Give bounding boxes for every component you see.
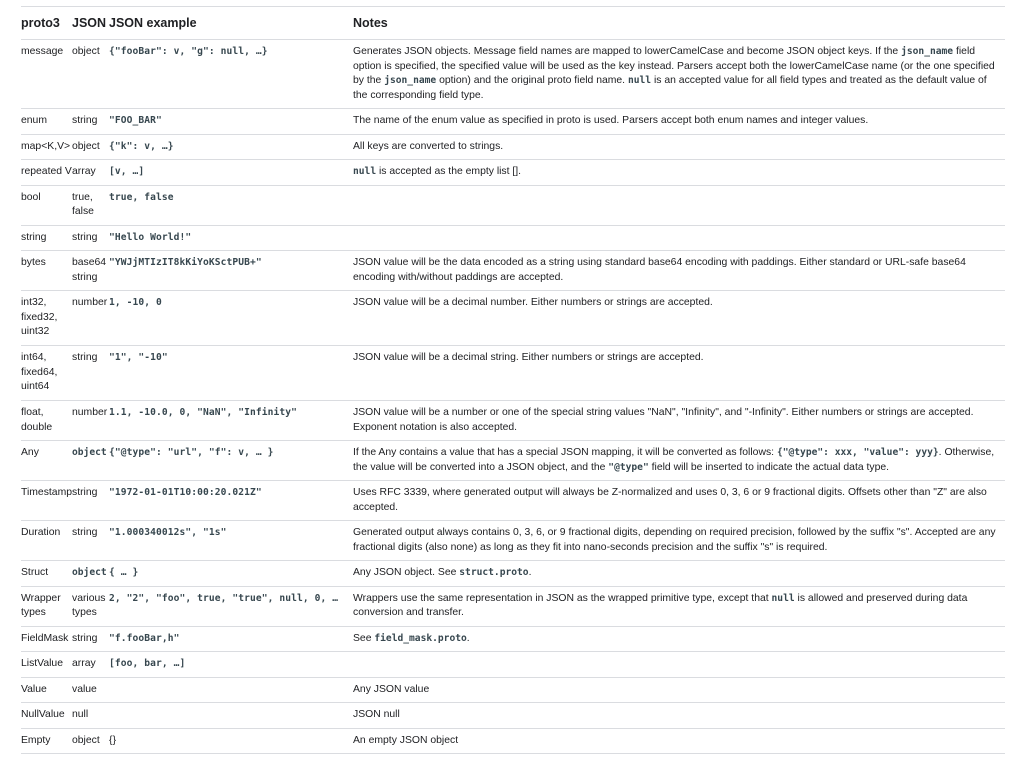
notes-text: JSON value will be the data encoded as a string using standard base64 encoding with paddings. Either standard or URL-safe base64 encoding with/without paddings are accepted. (353, 257, 966, 283)
cell-notes (353, 346, 1005, 401)
table-row (21, 481, 1005, 521)
cell-json-type (72, 441, 109, 481)
proto3-type-text: repeated V (21, 166, 72, 177)
table-row (21, 703, 1005, 729)
proto3-type-text: FieldMask (21, 632, 69, 644)
cell-json-example: [v, …] (109, 160, 353, 186)
proto3-type-text: float, (21, 407, 44, 418)
header-proto3: proto3 (21, 7, 72, 40)
cell-json-example: [foo, bar, …] (109, 652, 353, 678)
notes-text: Any JSON value (353, 683, 430, 695)
table-row (21, 251, 1005, 291)
table-row (21, 561, 1005, 587)
proto3-type-text: Any (21, 447, 39, 458)
cell-json-example: {} (109, 728, 353, 754)
table-row (21, 521, 1005, 561)
notes-text: An empty JSON object (353, 734, 459, 746)
proto3-type-text: uint32 (21, 326, 50, 337)
cell-notes (353, 586, 1005, 626)
notes-text: JSON value will be a number or one of the special string values "NaN", "Infinity", and "-Infinity". Either numbers or strings are accepted. Exponent notation is also accepted. (353, 407, 974, 433)
cell-json-example: "f.fooBar,h" (109, 626, 353, 652)
proto3-type-text: Value (21, 683, 47, 695)
cell-json-example: true, false (109, 185, 353, 225)
proto3-type-text: fixed64, (21, 366, 58, 378)
cell-notes (353, 291, 1005, 346)
cell-proto3-type (21, 134, 72, 160)
cell-json-type (72, 481, 109, 521)
cell-notes (353, 441, 1005, 481)
cell-json-example: { … } (109, 561, 353, 587)
cell-json-example: {"fooBar": v, "g": null, …} (109, 40, 353, 109)
notes-text: . (528, 567, 532, 578)
notes-text: is an accepted value for all field types and treated as the default value of the corresponding field type. (353, 75, 987, 101)
inline-code: struct.proto (459, 567, 529, 578)
table-row (21, 291, 1005, 346)
notes-text: option) and the original proto field name. (436, 75, 628, 86)
notes-text: Uses RFC 3339, where generated output will always be Z-normalized and uses 0, 3, 6 or 9 fractional digits. Offsets other than "Z" are also accepted. (353, 487, 987, 513)
cell-proto3-type (21, 521, 72, 561)
proto3-type-text: bytes (21, 257, 46, 268)
cell-notes (353, 251, 1005, 291)
header-json: JSON (72, 7, 109, 40)
cell-json-type (72, 703, 109, 729)
json-type-text: true, (72, 191, 93, 203)
notes-text: The name of the enum value as specified in proto is used. Parsers accept both enum names and integer values. (353, 115, 869, 126)
header-json-example: JSON example (109, 7, 353, 40)
proto3-type-text: map<K,V> (21, 140, 71, 152)
proto3-json-mapping-table-container (21, 6, 1005, 754)
proto3-type-text: int32, (21, 297, 47, 308)
cell-proto3-type (21, 561, 72, 587)
cell-json-example: "YWJjMTIzIT8kKiYoKSctPUB+" (109, 251, 353, 291)
cell-json-type (72, 134, 109, 160)
notes-text: is allowed and preserved during data conversion and transfer. (353, 592, 968, 618)
cell-notes (353, 703, 1005, 729)
cell-json-type (72, 346, 109, 401)
notes-text: JSON value will be a decimal string. Either numbers or strings are accepted. (353, 352, 704, 363)
cell-proto3-type (21, 703, 72, 729)
json-type-text: various (72, 592, 106, 604)
cell-notes (353, 626, 1005, 652)
inline-code: null (771, 592, 795, 604)
json-type-text: string (72, 271, 98, 283)
inline-code: null (627, 75, 652, 86)
notes-text: field will be inserted to indicate the actual data type. (648, 461, 890, 473)
proto3-type-text: message (21, 46, 64, 57)
table-row (21, 160, 1005, 186)
cell-json-type (72, 225, 109, 251)
header-notes: Notes (353, 7, 1005, 40)
proto3-type-text: Empty (21, 734, 51, 746)
cell-json-example: 1.1, -10.0, 0, "NaN", "Infinity" (109, 401, 353, 441)
cell-json-example: "FOO_BAR" (109, 109, 353, 135)
cell-json-example (109, 677, 353, 703)
json-type-text: array (72, 166, 96, 177)
inline-code: "@type" (608, 461, 649, 473)
inline-code: json_name (901, 46, 954, 57)
cell-proto3-type (21, 626, 72, 652)
notes-text: If the Any contains a value that has a special JSON mapping, it will be converted as follows: (353, 447, 777, 458)
cell-json-example (109, 703, 353, 729)
cell-json-type (72, 401, 109, 441)
notes-text: JSON null (353, 709, 400, 720)
cell-json-example: 2, "2", "foo", true, "true", null, 0, … (109, 586, 353, 626)
notes-text: See (353, 632, 375, 644)
proto3-type-text: Wrapper (21, 592, 61, 604)
inline-code: {"@type": xxx, "value": yyy} (776, 447, 939, 458)
cell-proto3-type (21, 677, 72, 703)
cell-proto3-type (21, 652, 72, 678)
json-type-text: value (72, 683, 97, 695)
cell-proto3-type (21, 401, 72, 441)
cell-notes (353, 40, 1005, 109)
table-header-row (21, 7, 1005, 40)
json-type-text: array (72, 658, 96, 669)
json-type-text: null (72, 709, 89, 720)
inline-code: null (353, 166, 377, 177)
cell-notes (353, 225, 1005, 251)
cell-notes (353, 652, 1005, 678)
notes-text: field option is specified, the specified value will be used as the key instead. Parsers accept both the lowerCamelCase name (or the one specified by the (353, 46, 995, 86)
cell-json-type (72, 586, 109, 626)
cell-proto3-type (21, 160, 72, 186)
proto3-type-text: double (21, 421, 53, 433)
cell-notes (353, 481, 1005, 521)
cell-notes (353, 728, 1005, 754)
table-body (21, 40, 1005, 754)
table-row (21, 677, 1005, 703)
json-type-text: string (72, 231, 98, 243)
notes-text: JSON value will be a decimal number. Either numbers or strings are accepted. (353, 297, 713, 308)
table-row (21, 185, 1005, 225)
table-row (21, 728, 1005, 754)
table-row (21, 441, 1005, 481)
cell-json-type (72, 185, 109, 225)
proto3-type-text: fixed32, (21, 311, 58, 323)
cell-json-type (72, 728, 109, 754)
cell-json-type (72, 561, 109, 587)
json-type-text: number (72, 407, 108, 418)
json-type-text: string (72, 352, 98, 363)
cell-proto3-type (21, 291, 72, 346)
cell-json-example: {"@type": "url", "f": v, … } (109, 441, 353, 481)
json-type-text: false (72, 206, 94, 217)
json-type-text: string (72, 487, 98, 498)
inline-code: field_mask.proto (374, 632, 467, 644)
cell-proto3-type (21, 225, 72, 251)
cell-json-type (72, 626, 109, 652)
cell-json-type (72, 652, 109, 678)
cell-json-type (72, 160, 109, 186)
cell-proto3-type (21, 109, 72, 135)
table-row (21, 401, 1005, 441)
cell-json-example: {"k": v, …} (109, 134, 353, 160)
proto3-type-text: int64, (21, 352, 47, 363)
json-type-text: string (72, 115, 98, 126)
table-row (21, 225, 1005, 251)
json-type-text: string (72, 527, 98, 538)
proto3-type-text: Timestamp (21, 487, 72, 498)
table-row (21, 626, 1005, 652)
cell-proto3-type (21, 251, 72, 291)
cell-notes (353, 521, 1005, 561)
proto3-type-text: ListValue (21, 658, 63, 669)
proto3-json-mapping-table (21, 6, 1005, 754)
inline-code: json_name (384, 75, 437, 86)
notes-text: . Otherwise, the value will be converted into a JSON object, and the (353, 447, 995, 473)
cell-json-example: "1", "-10" (109, 346, 353, 401)
table-row (21, 586, 1005, 626)
notes-text: All keys are converted to strings. (353, 140, 504, 152)
cell-notes (353, 160, 1005, 186)
notes-text: Generated output always contains 0, 3, 6, or 9 fractional digits, depending on required precision, followed by the suffix "s". Accepted are any fractional digits (also none) as long as they fit into nano-seconds precision and the suffix "s" is required. (353, 527, 996, 553)
json-type-text: object (72, 447, 107, 458)
cell-proto3-type (21, 346, 72, 401)
table-row (21, 134, 1005, 160)
json-type-text: number (72, 297, 108, 308)
cell-proto3-type (21, 728, 72, 754)
cell-proto3-type (21, 441, 72, 481)
cell-notes (353, 185, 1005, 225)
cell-json-type (72, 677, 109, 703)
proto3-type-text: uint64 (21, 381, 50, 392)
cell-proto3-type (21, 185, 72, 225)
notes-text: Any JSON object. See (353, 567, 460, 578)
json-type-text: object (72, 46, 100, 57)
cell-json-example: "1972-01-01T10:00:20.021Z" (109, 481, 353, 521)
proto3-type-text: string (21, 231, 47, 243)
table-row (21, 109, 1005, 135)
cell-proto3-type (21, 40, 72, 109)
json-type-text: base64 (72, 257, 107, 268)
cell-json-example: "1.000340012s", "1s" (109, 521, 353, 561)
cell-notes (353, 134, 1005, 160)
cell-notes (353, 677, 1005, 703)
cell-json-type (72, 109, 109, 135)
json-type-text: string (72, 632, 98, 644)
notes-text: is accepted as the empty list []. (376, 166, 522, 177)
cell-json-example: "Hello World!" (109, 225, 353, 251)
cell-json-type (72, 291, 109, 346)
proto3-type-text: Struct (21, 567, 49, 578)
cell-json-example: 1, -10, 0 (109, 291, 353, 346)
json-type-text: object (72, 567, 107, 578)
json-type-text: object (72, 734, 100, 746)
cell-notes (353, 561, 1005, 587)
notes-text: Generates JSON objects. Message field names are mapped to lowerCamelCase and become JSON object keys. If the (353, 46, 902, 57)
cell-json-type (72, 40, 109, 109)
proto3-type-text: NullValue (21, 709, 65, 720)
cell-proto3-type (21, 481, 72, 521)
cell-proto3-type (21, 586, 72, 626)
proto3-type-text: types (21, 607, 46, 618)
notes-text: Wrappers use the same representation in JSON as the wrapped primitive type, except that (353, 592, 772, 604)
table-row (21, 346, 1005, 401)
cell-json-type (72, 521, 109, 561)
proto3-type-text: bool (21, 191, 41, 203)
notes-text: . (466, 632, 470, 644)
table-row (21, 652, 1005, 678)
proto3-type-text: enum (21, 115, 47, 126)
table-row (21, 40, 1005, 109)
cell-notes (353, 109, 1005, 135)
cell-notes (353, 401, 1005, 441)
cell-json-type (72, 251, 109, 291)
json-type-text: object (72, 140, 100, 152)
proto3-type-text: Duration (21, 527, 61, 538)
json-type-text: types (72, 607, 97, 618)
